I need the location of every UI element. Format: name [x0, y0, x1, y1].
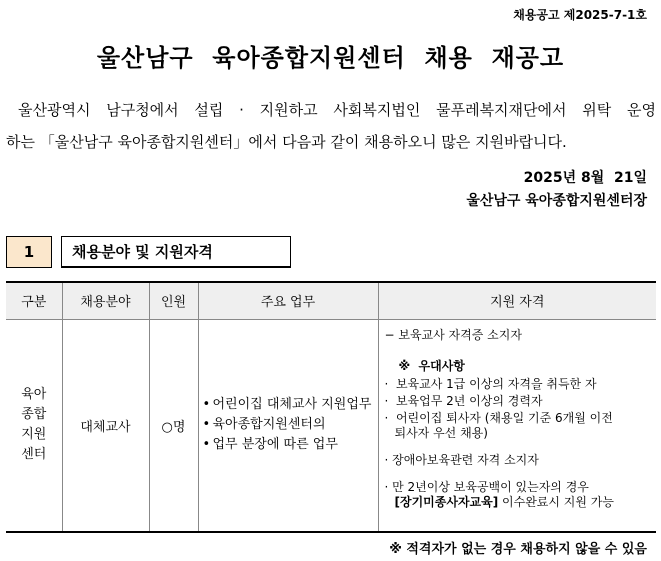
count-cell: ○명: [149, 319, 198, 532]
category-line: 센터: [21, 447, 47, 463]
preferred-heading: ※ 우대사항: [398, 358, 465, 373]
career-break-suffix: 이수완료시 지원 가능: [498, 494, 614, 509]
career-break-line: · 만 2년이상 보육공백이 있는자의 경우: [384, 479, 589, 494]
section-title: 채용분야 및 지원자격: [61, 236, 291, 268]
issuing-organization: 울산남구 육아종합지원센터장: [466, 193, 647, 209]
basic-qualification: − 보육교사 자격증 소지자: [384, 327, 522, 342]
intro-line-2: 하는 「울산남구 육아종합지원센터」에서 다음과 같이 채용하오니 많은 지원바랍니다.: [6, 133, 567, 151]
intro-paragraph: [6, 94, 656, 158]
category-cell: [6, 319, 62, 532]
spacer: [385, 441, 653, 453]
qualification-cell: [378, 319, 656, 532]
disability-qualification: · 장애아보육관련 자격 소지자: [384, 452, 539, 467]
duty-item-continuation: [203, 435, 374, 455]
notice-date: 2025년 8월 21일: [523, 170, 647, 186]
category-line: 지원: [21, 427, 47, 443]
section-number: 1: [6, 236, 52, 268]
preferred-item: · 보육업무 2년 이상의 경력자: [384, 393, 543, 408]
intro-line-1: 울산광역시 남구청에서 설립 · 지원하고 사회복지법인 물푸레복지재단에서 위탁 운영: [18, 101, 656, 119]
duty-continuation-text: 업무 분장에 따른 업무: [212, 437, 338, 453]
notice-number: 채용공고 제2025-7-1호: [513, 8, 647, 22]
footer-note: ※ 적격자가 없는 경우 채용하지 않을 수 있음: [389, 542, 647, 557]
page-title: 울산남구 육아종합지원센터 채용 재공고: [96, 44, 565, 72]
duty-item: • 어린이집 대체교사 지원업무: [203, 395, 374, 415]
header-field: 채용분야: [62, 282, 149, 319]
spacer: [385, 468, 653, 480]
table-row: [6, 319, 656, 532]
category-line: 육아: [21, 387, 47, 403]
header-category: 구분: [6, 282, 62, 319]
duty-item: • 육아종합지원센터의: [203, 415, 374, 435]
recruitment-table: [6, 281, 656, 533]
preferred-item: · 어린이집 퇴사자 (채용일 기준 6개월 이전: [384, 410, 613, 425]
category-line: 종합: [21, 407, 47, 423]
career-break-continuation: [385, 495, 653, 510]
duties-cell: [198, 319, 378, 532]
table-header-row: [6, 282, 656, 319]
career-break-education: [장기미종사자교육]: [394, 494, 499, 509]
preferred-item: · 보육교사 1급 이상의 자격을 취득한 자: [384, 376, 597, 391]
header-count: 인원: [149, 282, 198, 319]
field-cell: 대체교사: [62, 319, 149, 532]
header-qualification: 지원 자격: [378, 282, 656, 319]
preferred-item-continuation: 퇴사자 우선 채용): [394, 425, 488, 440]
header-duties: 주요 업무: [198, 282, 378, 319]
